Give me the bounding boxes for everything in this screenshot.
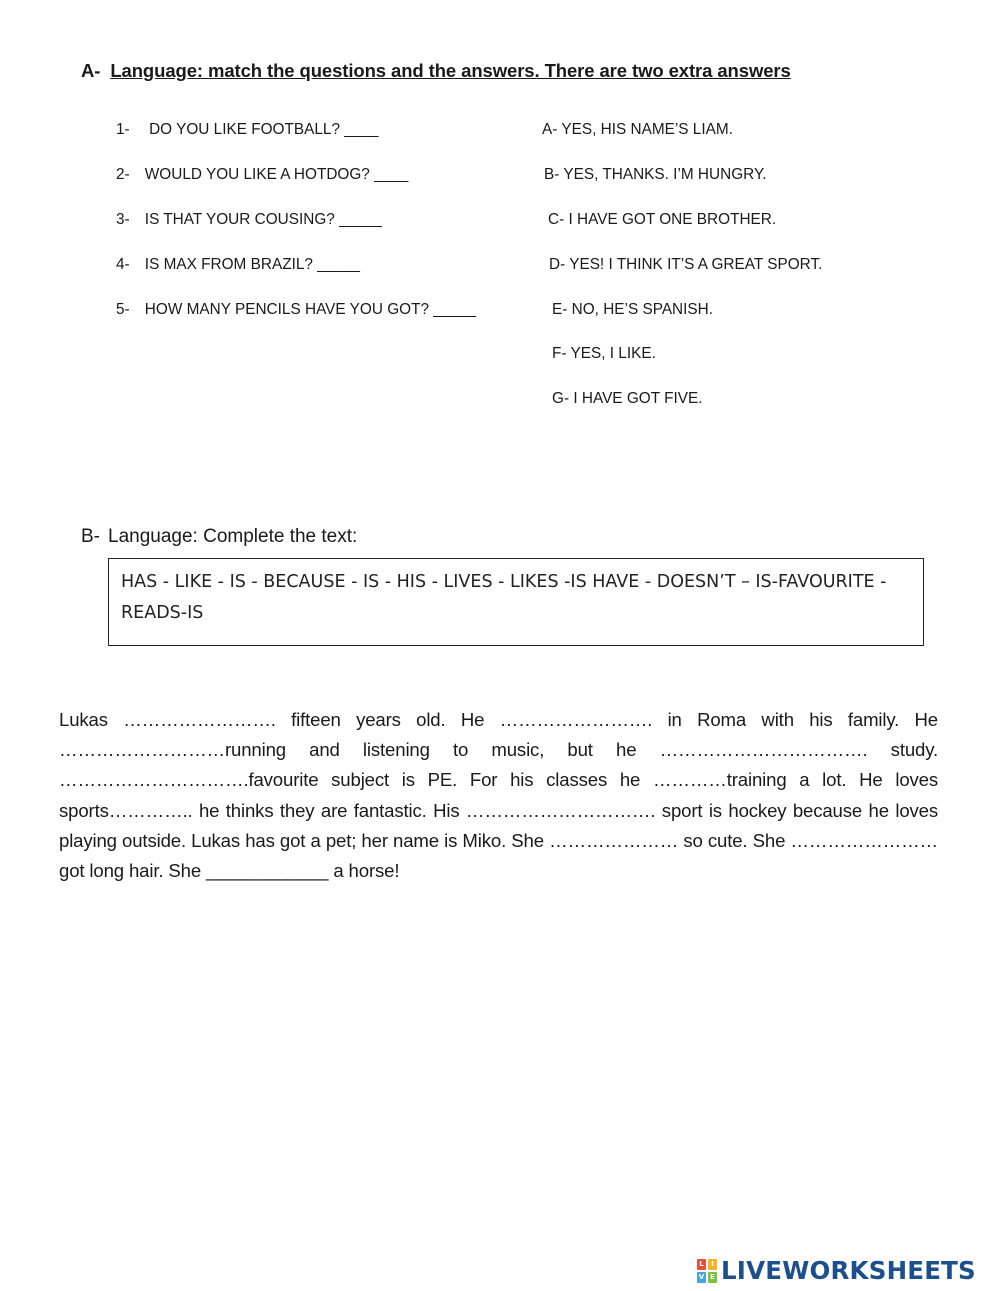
- question-item: [116, 301, 476, 319]
- answer-option: A- YES, HIS NAME’S LIAM.: [542, 121, 733, 138]
- question-item: [116, 256, 360, 274]
- cloze-passage: [59, 705, 938, 886]
- section-b-title: Language: Complete the text:: [108, 526, 358, 547]
- answer-option: G- I HAVE GOT FIVE.: [552, 390, 703, 407]
- logo-block: E: [708, 1272, 717, 1283]
- answer-option: F- YES, I LIKE.: [552, 345, 656, 362]
- question-number: 1-: [116, 121, 130, 138]
- answer-option: D- YES! I THINK IT’S A GREAT SPORT.: [549, 256, 823, 273]
- question-number: 3-: [116, 211, 130, 228]
- word-bank-box: HAS - LIKE - IS - BECAUSE - IS - HIS - LIVES - LIKES -IS HAVE - DOESN’T – IS-FAVOURITE - READS-IS: [108, 558, 924, 646]
- section-b-letter: B-: [81, 526, 100, 547]
- logo-block: L: [697, 1259, 706, 1270]
- question-text: WOULD YOU LIKE A HOTDOG? ____: [144, 166, 409, 183]
- question-number: 2-: [116, 166, 130, 183]
- section-a-letter: A-: [81, 60, 101, 81]
- liveworksheets-logo: [697, 1256, 976, 1285]
- logo-blocks-icon: [697, 1259, 717, 1283]
- logo-block: I: [708, 1259, 717, 1270]
- logo-text: LIVEWORKSHEETS: [721, 1256, 976, 1285]
- answer-option: B- YES, THANKS. I’M HUNGRY.: [544, 166, 767, 183]
- section-a-heading: [81, 60, 791, 82]
- section-a-title: Language: match the questions and the answers. There are two extra answers: [110, 60, 791, 81]
- question-text: IS MAX FROM BRAZIL? _____: [144, 256, 360, 273]
- question-number: 5-: [116, 301, 130, 318]
- question-text: DO YOU LIKE FOOTBALL? ____: [144, 121, 379, 138]
- answer-option: E- NO, HE’S SPANISH.: [552, 301, 714, 318]
- question-text: IS THAT YOUR COUSING? _____: [144, 211, 382, 228]
- question-item: [116, 211, 382, 229]
- logo-block: V: [698, 1272, 705, 1281]
- question-number: 4-: [116, 256, 130, 273]
- passage-text: Lukas ……………………. fifteen years old. He ……………………. in Roma with his family. He ………………………running and listening to music, but he ……………………………. study. ………………………….favourite subject is PE. For his classes he …………training a lot. He loves sports………….. he thinks they are fantastic. His …………………………. sport is hockey because he loves playing outside. Lukas has got a pet; her name is Miko. She ………………… so cute. She …………………… got long hair. She ____________ a horse!: [59, 709, 938, 882]
- question-item: [116, 121, 378, 139]
- question-text: HOW MANY PENCILS HAVE YOU GOT? _____: [144, 301, 477, 318]
- question-item: [116, 166, 408, 184]
- section-b-heading: [81, 526, 357, 548]
- answer-option: C- I HAVE GOT ONE BROTHER.: [548, 211, 777, 228]
